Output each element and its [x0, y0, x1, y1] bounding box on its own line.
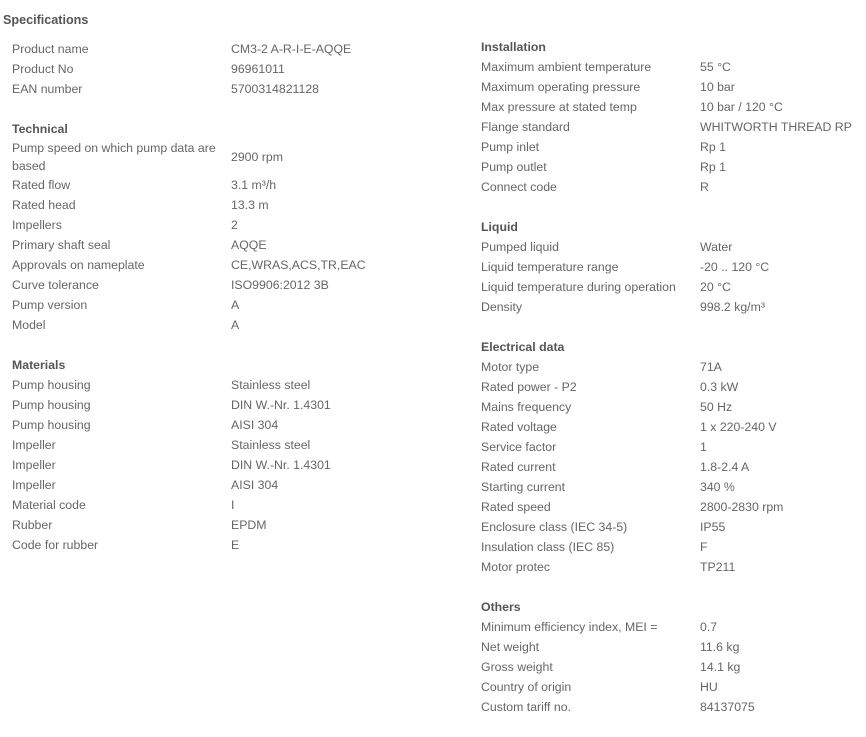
spec-value: A — [231, 298, 240, 312]
spec-row — [12, 275, 432, 295]
spec-value: 71A — [700, 360, 722, 374]
spec-value: 0.3 kW — [700, 380, 739, 394]
spec-group-general — [12, 39, 432, 99]
spec-row — [481, 677, 866, 697]
group-title: Technical — [12, 122, 68, 136]
spec-label: Impeller — [12, 458, 56, 472]
spec-label: Product No — [12, 62, 74, 76]
spec-row — [481, 237, 866, 257]
spec-value: Stainless steel — [231, 378, 311, 392]
spec-label: Connect code — [481, 180, 557, 194]
spec-value: 20 °C — [700, 280, 731, 294]
spec-value: HU — [700, 680, 718, 694]
spec-label: Model — [12, 318, 46, 332]
spec-label: Primary shaft seal — [12, 238, 111, 252]
spec-group-materials — [12, 355, 432, 555]
spec-label: Pump version — [12, 298, 88, 312]
spec-value: 14.1 kg — [700, 660, 741, 674]
spec-label: Country of origin — [481, 680, 572, 694]
spec-value: 0.7 — [700, 620, 718, 634]
spec-label: Density — [481, 300, 523, 314]
spec-row — [12, 475, 432, 495]
group-title: Electrical data — [481, 340, 565, 354]
spec-label: Starting current — [481, 480, 566, 494]
spec-row — [12, 455, 432, 475]
spec-value: 96961011 — [231, 62, 285, 76]
spec-value: I — [231, 498, 235, 512]
spec-row — [12, 255, 432, 275]
spec-group-liquid — [481, 217, 866, 317]
spec-label: Custom tariff no. — [481, 700, 571, 714]
spec-value: CE,WRAS,ACS,TR,EAC — [231, 258, 366, 272]
spec-row — [481, 657, 866, 677]
spec-value: 55 °C — [700, 60, 731, 74]
spec-label: Insulation class (IEC 85) — [481, 540, 615, 554]
spec-row — [481, 457, 866, 477]
spec-row — [481, 697, 866, 717]
spec-label: Enclosure class (IEC 34-5) — [481, 520, 628, 534]
spec-row — [481, 417, 866, 437]
spec-value: 340 % — [700, 480, 735, 494]
spec-value: EPDM — [231, 518, 267, 532]
spec-label: Rated speed — [481, 500, 551, 514]
spec-row — [12, 375, 432, 395]
spec-label: Pump housing — [12, 398, 91, 412]
spec-value: IP55 — [700, 520, 726, 534]
spec-value: AISI 304 — [231, 418, 279, 432]
spec-value: 11.6 kg — [700, 640, 740, 654]
spec-row — [12, 235, 432, 255]
spec-row — [481, 357, 866, 377]
spec-value: CM3-2 A-R-I-E-AQQE — [231, 42, 352, 56]
spec-value: 1 x 220-240 V — [700, 420, 777, 434]
spec-label: Maximum ambient temperature — [481, 60, 652, 74]
spec-row — [12, 195, 432, 215]
spec-value: 50 Hz — [700, 400, 733, 414]
spec-row — [12, 415, 432, 435]
spec-value: F — [700, 540, 708, 554]
spec-row — [481, 437, 866, 457]
spec-row — [12, 535, 432, 555]
spec-label: Motor protec — [481, 560, 551, 574]
spec-value: 1.8-2.4 A — [700, 460, 750, 474]
spec-value: WHITWORTH THREAD RP — [700, 120, 852, 134]
spec-row — [481, 277, 866, 297]
spec-label: Gross weight — [481, 660, 553, 674]
spec-row — [481, 557, 866, 577]
specs-right-column — [481, 37, 866, 737]
spec-label: Liquid temperature during operation — [481, 280, 676, 294]
spec-row — [481, 397, 866, 417]
page-title: Specifications — [3, 13, 89, 27]
group-title: Materials — [12, 358, 66, 372]
spec-label: Rated power - P2 — [481, 380, 577, 394]
spec-row — [12, 139, 432, 175]
spec-value: 998.2 kg/m³ — [700, 300, 765, 314]
spec-label: Minimum efficiency index, MEI = — [481, 620, 658, 634]
spec-row — [12, 495, 432, 515]
spec-label: Maximum operating pressure — [481, 80, 641, 94]
spec-value: 2900 rpm — [231, 150, 283, 164]
spec-label: Net weight — [481, 640, 540, 654]
spec-row — [481, 617, 866, 637]
spec-label: Motor type — [481, 360, 540, 374]
spec-label: Material code — [12, 498, 86, 512]
spec-label: Pumped liquid — [481, 240, 559, 254]
spec-row — [12, 59, 432, 79]
spec-label: Pump outlet — [481, 160, 547, 174]
spec-row — [12, 315, 432, 335]
group-title: Installation — [481, 40, 546, 54]
spec-label: Rated current — [481, 460, 556, 474]
spec-label: Service factor — [481, 440, 557, 454]
spec-value: Rp 1 — [700, 160, 726, 174]
spec-row — [481, 97, 866, 117]
spec-label: Curve tolerance — [12, 278, 99, 292]
spec-value: Stainless steel — [231, 438, 311, 452]
spec-label: Pump housing — [12, 418, 91, 432]
spec-value: A — [231, 318, 240, 332]
spec-label: Impellers — [12, 218, 62, 232]
spec-label: Pump speed on which pump data are based — [12, 141, 216, 173]
spec-value: DIN W.-Nr. 1.4301 — [231, 458, 331, 472]
spec-label: Liquid temperature range — [481, 260, 619, 274]
spec-label: EAN number — [12, 82, 83, 96]
spec-label: Mains frequency — [481, 400, 572, 414]
spec-value: AQQE — [231, 238, 267, 252]
spec-row — [481, 517, 866, 537]
spec-value: 10 bar / 120 °C — [700, 100, 783, 114]
spec-row — [12, 39, 432, 59]
spec-value: DIN W.-Nr. 1.4301 — [231, 398, 331, 412]
spec-label: Product name — [12, 42, 89, 56]
spec-row — [481, 377, 866, 397]
group-title: Liquid — [481, 220, 518, 234]
spec-label: Max pressure at stated temp — [481, 100, 637, 114]
spec-group-others — [481, 597, 866, 717]
spec-value: TP211 — [700, 560, 736, 574]
spec-value: 5700314821128 — [231, 82, 319, 96]
spec-row — [481, 57, 866, 77]
spec-row — [481, 297, 866, 317]
spec-group-technical — [12, 119, 432, 335]
spec-value: Rp 1 — [700, 140, 726, 154]
spec-row — [12, 79, 432, 99]
spec-row — [12, 215, 432, 235]
spec-value: 2 — [231, 218, 238, 232]
spec-label: Approvals on nameplate — [12, 258, 145, 272]
spec-value: 1 — [700, 440, 707, 454]
spec-label: Rated voltage — [481, 420, 557, 434]
spec-value: 3.1 m³/h — [231, 178, 277, 192]
spec-value: AISI 304 — [231, 478, 279, 492]
spec-label: Pump housing — [12, 378, 91, 392]
spec-group-installation — [481, 37, 866, 197]
spec-label: Code for rubber — [12, 538, 99, 552]
spec-value: 13.3 m — [231, 198, 269, 212]
spec-label: Pump inlet — [481, 140, 540, 154]
spec-value: Water — [700, 240, 733, 254]
spec-value: R — [700, 180, 709, 194]
spec-value: E — [231, 538, 240, 552]
spec-label: Impeller — [12, 438, 56, 452]
spec-label: Rubber — [12, 518, 53, 532]
spec-row — [12, 175, 432, 195]
group-title: Others — [481, 600, 521, 614]
spec-value: 10 bar — [700, 80, 735, 94]
spec-label: Impeller — [12, 478, 56, 492]
spec-row — [481, 177, 866, 197]
specs-left-column — [12, 39, 432, 575]
spec-value: -20 .. 120 °C — [700, 260, 770, 274]
spec-value: 2800-2830 rpm — [700, 500, 784, 514]
spec-label: Flange standard — [481, 120, 570, 134]
spec-row — [481, 117, 866, 137]
spec-row — [12, 295, 432, 315]
spec-row — [12, 395, 432, 415]
spec-group-electrical-data — [481, 337, 866, 577]
spec-value: 84137075 — [700, 700, 755, 714]
spec-row — [481, 477, 866, 497]
spec-row — [481, 537, 866, 557]
spec-label: Rated flow — [12, 178, 71, 192]
spec-row — [481, 637, 866, 657]
spec-row — [481, 257, 866, 277]
spec-value: ISO9906:2012 3B — [231, 278, 329, 292]
spec-row — [481, 77, 866, 97]
spec-row — [481, 497, 866, 517]
spec-row — [12, 435, 432, 455]
spec-row — [12, 515, 432, 535]
spec-row — [481, 157, 866, 177]
spec-label: Rated head — [12, 198, 76, 212]
spec-row — [481, 137, 866, 157]
